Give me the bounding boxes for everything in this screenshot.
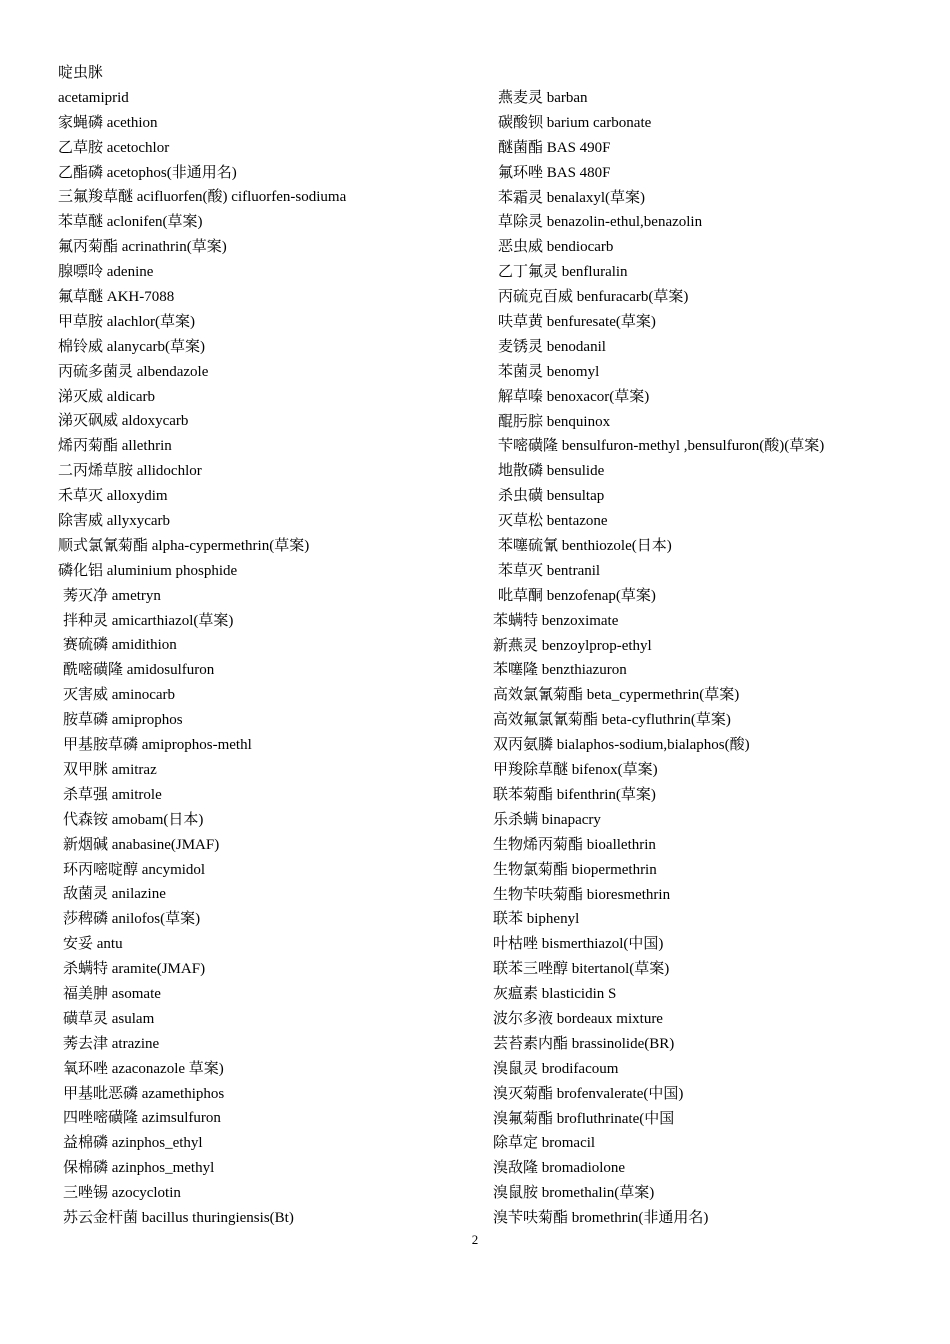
list-item: 氟丙菊酯 acrinathrin(草案): [58, 239, 227, 256]
list-item: 联苯菊酯 bifenthrin(草案): [493, 786, 656, 803]
list-item: 棉铃威 alanycarb(草案): [58, 338, 206, 355]
list-item: 苯噻硫氰 benthiozole(日本): [498, 538, 672, 555]
list-item: 涕灭威 aldicarb: [58, 388, 156, 405]
list-item: 赛硫磷 amidithion: [63, 637, 177, 654]
list-item: 禾草灭 alloxydim: [58, 488, 168, 505]
list-item: 草除灵 benazolin-ethul,benazolin: [498, 214, 703, 231]
list-item: 烯丙菊酯 allethrin: [58, 438, 172, 455]
list-item: 吡草酮 benzofenap(草案): [498, 587, 656, 604]
list-item: 腺嘌呤 adenine: [58, 264, 154, 281]
list-item: 顺式氯氰菊酯 alpha-cypermethrin(草案): [58, 537, 310, 554]
list-item: 溴氟菊酯 brofluthrinate(中国: [493, 1110, 675, 1127]
list-item: 氟环唑 BAS 480F: [498, 164, 611, 181]
list-item: 甲草胺 alachlor(草案): [58, 313, 196, 330]
list-item: 生物氯菊酯 biopermethrin: [493, 861, 657, 878]
list-item: 涕灭砜威 aldoxycarb: [58, 413, 189, 430]
list-item: 拌种灵 amicarthiazol(草案): [63, 612, 234, 629]
list-item: 苯霜灵 benalaxyl(草案): [498, 189, 646, 206]
list-item: 乙丁氟灵 benfluralin: [498, 264, 628, 281]
list-item: 双丙氨膦 bialaphos-sodium,bialaphos(酸): [493, 737, 750, 754]
list-item: 啶虫脒: [58, 65, 104, 81]
list-item: 溴苄呋菊酯 bromethrin(非通用名): [493, 1210, 709, 1227]
list-item: 莠灭净 ametryn: [63, 587, 161, 604]
list-item: 地散磷 bensulide: [498, 463, 605, 480]
list-item: 安妥 antu: [63, 936, 123, 953]
list-item: 联苯三唑醇 bitertanol(草案): [493, 961, 670, 978]
left-column: [58, 61, 468, 1231]
list-item: 环丙嘧啶醇 ancymidol: [63, 861, 206, 878]
list-item: 甲基吡恶磷 azamethiphos: [63, 1085, 225, 1102]
list-item: 新烟碱 anabasine(JMAF): [63, 836, 220, 853]
list-item: 氟草醚 AKH-7088: [58, 289, 175, 306]
list-item: 酰嘧磺隆 amidosulfuron: [63, 662, 215, 679]
list-item: 代森铵 amobam(日本): [63, 811, 204, 828]
list-item: 苏云金杆菌 bacillus thuringiensis(Bt): [63, 1209, 294, 1226]
list-item: 苯螨特 benzoximate: [493, 612, 619, 629]
list-item: 甲羧除草醚 bifenox(草案): [493, 762, 658, 779]
list-item: 双甲脒 amitraz: [63, 761, 157, 778]
list-item: 苄嘧磺隆 bensulfuron-methyl ,bensulfuron(酸)(草案): [498, 438, 825, 455]
list-item: 四唑嘧磺隆 azimsulfuron: [63, 1110, 221, 1127]
list-item: 碳酸钡 barium carbonate: [498, 114, 652, 131]
list-item: 乙草胺 acetochlor: [58, 139, 170, 156]
list-item: 醚菌酯 BAS 490F: [498, 139, 611, 156]
list-item: 杀草强 amitrole: [63, 786, 162, 803]
list-item: 莠去津 atrazine: [63, 1035, 160, 1052]
list-item: 溴鼠胺 bromethalin(草案): [493, 1185, 655, 1202]
list-item: 高效氯氰菊酯 beta_cypermethrin(草案): [493, 687, 740, 704]
list-item: 磷化铝 aluminium phosphide: [58, 562, 238, 579]
list-item: 溴灭菊酯 brofenvalerate(中国): [493, 1085, 684, 1102]
list-item: 醌肟腙 benquinox: [498, 413, 611, 430]
list-item: 燕麦灵 barban: [498, 90, 588, 106]
list-item: 三氟羧草醚 acifluorfen(酸) cifluorfen-sodiuma: [58, 189, 347, 206]
list-item: 高效氟氯氰菊酯 beta-cyfluthrin(草案): [493, 712, 731, 729]
list-item: 氧环唑 azaconazole 草案): [63, 1060, 224, 1077]
list-item: 磺草灵 asulam: [63, 1010, 155, 1027]
list-item: 麦锈灵 benodanil: [498, 338, 606, 355]
list-item: 甲基胺草磷 amiprophos-methl: [63, 737, 252, 754]
list-item: 三唑锡 azocyclotin: [63, 1185, 181, 1202]
list-item: 芸苔素内酯 brassinolide(BR): [493, 1035, 675, 1052]
list-item: 敌菌灵 anilazine: [63, 886, 166, 903]
page-number: 2: [471, 1232, 479, 1247]
list-item: 益棉磷 azinphos_ethyl: [63, 1135, 203, 1152]
list-item: 苯草醚 aclonifen(草案): [58, 214, 203, 231]
list-item: 除害威 allyxycarb: [58, 513, 171, 530]
list-item: 家蝇磷 acethion: [58, 114, 158, 131]
list-item: 灭草松 bentazone: [498, 513, 608, 530]
list-item: 灰瘟素 blasticidin S: [493, 986, 617, 1003]
list-item: 丙硫多菌灵 albendazole: [58, 363, 209, 380]
list-item: 恶虫威 bendiocarb: [498, 239, 614, 256]
list-item: 呋草黄 benfuresate(草案): [498, 314, 656, 331]
list-item: 解草嗪 benoxacor(草案): [498, 388, 650, 405]
right-column: [493, 86, 933, 1231]
list-item: 苯草灭 bentranil: [498, 562, 601, 579]
list-item: 丙硫克百威 benfuracarb(草案): [498, 289, 689, 306]
list-item: 苯噻隆 benzthiazuron: [493, 662, 627, 679]
list-item: 联苯 biphenyl: [493, 911, 580, 928]
list-item: 生物烯丙菊酯 bioallethrin: [493, 836, 656, 853]
list-item: 生物苄呋菊酯 bioresmethrin: [493, 886, 671, 903]
list-item: 莎稗磷 anilofos(草案): [63, 911, 201, 928]
list-item: 叶枯唑 bismerthiazol(中国): [493, 936, 664, 953]
list-item: 杀虫磺 bensultap: [498, 488, 605, 505]
list-item: 溴敌隆 bromadiolone: [493, 1160, 626, 1177]
list-item: 新燕灵 benzoylprop-ethyl: [493, 637, 652, 654]
list-item: 波尔多液 bordeaux mixture: [493, 1010, 663, 1027]
list-item: 杀螨特 aramite(JMAF): [63, 961, 206, 978]
list-item: 溴鼠灵 brodifacoum: [493, 1060, 619, 1077]
list-item: 胺草磷 amiprophos: [63, 712, 183, 729]
list-item: 福美胂 asomate: [63, 985, 161, 1002]
list-item: 乐杀螨 binapacry: [493, 811, 601, 828]
list-item: 灭害威 aminocarb: [63, 687, 176, 704]
list-item: 乙酯磷 acetophos(非通用名): [58, 164, 237, 181]
list-item: acetamiprid: [58, 89, 129, 106]
list-item: 二丙烯草胺 allidochlor: [58, 463, 202, 480]
list-item: 保棉磷 azinphos_methyl: [63, 1160, 215, 1177]
list-item: 除草定 bromacil: [493, 1135, 596, 1152]
list-item: 苯菌灵 benomyl: [498, 363, 600, 380]
